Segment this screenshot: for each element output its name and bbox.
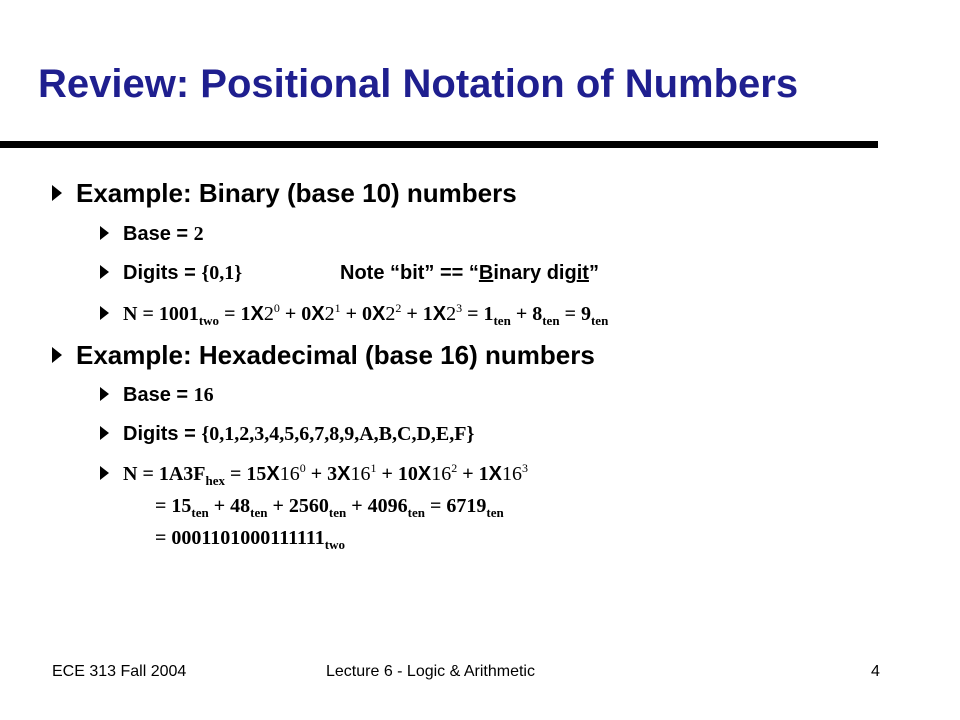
binary-heading-text: Example: Binary (base 10) numbers: [76, 178, 517, 208]
base-label: Base =: [123, 223, 194, 245]
binary-digits-line: [100, 262, 242, 285]
base-label: Base =: [123, 384, 194, 406]
binary-heading: [52, 178, 517, 209]
binary-digits-value: {0,1}: [201, 262, 243, 284]
bullet-arrow-icon: [100, 387, 109, 401]
footer-course: ECE 313 Fall 2004: [52, 663, 187, 680]
bullet-arrow-icon: [100, 306, 109, 320]
binary-expansion: $N = 1001_{two} = 1X2^0 + 0X2^1 + 0X2^2 + 1X2^3 = 1_{ten} + 8_{ten} = 9_{ten}$: [100, 301, 608, 329]
bullet-arrow-icon: [100, 265, 109, 279]
digits-label: Digits =: [123, 423, 202, 445]
hex-base-value: 16: [193, 384, 214, 406]
binary-base-value: 2: [193, 223, 204, 245]
footer-page-number: 4: [871, 663, 880, 680]
bullet-arrow-icon: [100, 466, 109, 480]
hex-expansion: $N = 1A3F_{hex} = 15X16^0 + 3X16^1 + 10X16^2 + 1X16^3$: [100, 461, 528, 489]
hex-heading-text: Example: Hexadecimal (base 16) numbers: [76, 340, 595, 370]
hex-binary-result: = $0001101000111111_{two}$: [155, 527, 345, 552]
hex-heading: [52, 340, 595, 371]
footer-lecture: Lecture 6 - Logic & Arithmetic: [326, 663, 535, 680]
slide-title: Review: Positional Notation of Numbers: [38, 62, 799, 106]
hex-digits-value: {0,1,2,3,4,5,6,7,8,9,A,B,C,D,E,F}: [201, 423, 475, 445]
bit-note: Note “bit” == “Binary digit”: [340, 262, 599, 284]
digits-label: Digits =: [123, 262, 202, 284]
title-divider: [0, 141, 878, 148]
binary-base-line: [100, 223, 204, 246]
hex-base-line: [100, 384, 214, 407]
hex-decimal-sum: = $15_{ten} + 48_{ten} + 2560_{ten} + 4096_{ten} = 6719_{ten}$: [155, 495, 504, 520]
bullet-arrow-icon: [52, 185, 62, 201]
bullet-arrow-icon: [52, 347, 62, 363]
hex-digits-line: [100, 423, 474, 446]
bullet-arrow-icon: [100, 426, 109, 440]
bullet-arrow-icon: [100, 226, 109, 240]
